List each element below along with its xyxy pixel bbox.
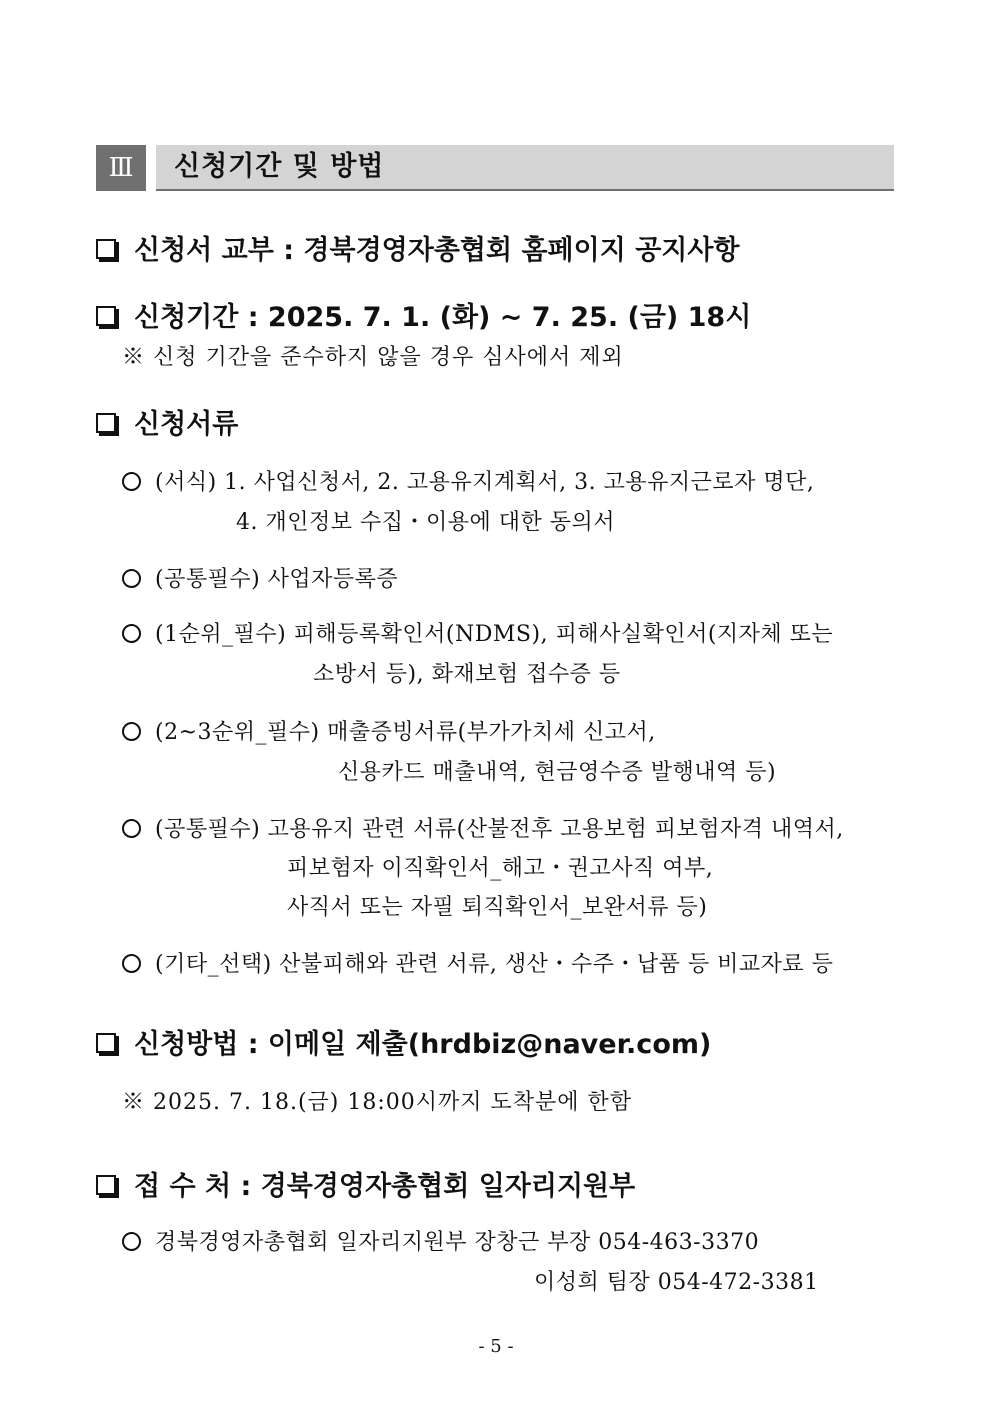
document-item [122,715,656,746]
circle-bullet-icon [122,819,141,838]
document-item [122,812,844,843]
circle-bullet-icon [122,954,141,973]
section-title: 신청기간 및 방법 [174,151,385,182]
checkbox-icon [96,1175,116,1195]
note-period: ※ 신청 기간을 준수하지 않을 경우 심사에서 제외 [122,345,624,370]
circle-bullet-icon [122,1232,141,1251]
document-item-text: (2~3순위_필수) 매출증빙서류(부가가치세 신고서, [155,720,656,745]
document-item [122,465,814,496]
checkbox-icon [96,239,116,259]
document-item-text: (공통필수) 사업자등록증 [155,567,399,592]
page-number: - 5 - [478,1336,514,1357]
circle-bullet-icon [122,624,141,643]
document-item-continuation: 신용카드 매출내역, 현금영수증 발행내역 등) [338,760,777,785]
document-item-continuation: 사직서 또는 자필 퇴직확인서_보완서류 등) [287,895,708,920]
heading-issue [96,228,740,267]
document-item-continuation: 소방서 등), 화재보험 접수증 등 [313,662,621,687]
section-number: Ⅲ [96,145,146,191]
circle-bullet-icon [122,569,141,588]
checkbox-icon [96,413,116,433]
checkbox-icon [96,1033,116,1053]
document-item [122,562,398,593]
heading-reception [96,1164,635,1203]
document-item-text: (공통필수) 고용유지 관련 서류(산불전후 고용보험 피보험자격 내역서, [155,817,844,842]
circle-bullet-icon [122,722,141,741]
heading-method-text: 신청방법 : 이메일 제출(hrdbiz@naver.com) [134,1029,712,1060]
heading-reception-text: 접 수 처 : 경북경영자총협회 일자리지원부 [134,1171,636,1202]
contact-line: 이성희 팀장 054-472-3381 [534,1270,819,1295]
document-item [122,947,833,978]
document-item-text: (서식) 1. 사업신청서, 2. 고용유지계획서, 3. 고용유지근로자 명단, [155,470,815,495]
contact-line: 경북경영자총협회 일자리지원부 장창근 부장 054-463-3370 [155,1230,760,1255]
document-item-text: (기타_선택) 산불피해와 관련 서류, 생산・수주・납품 등 비교자료 등 [155,952,834,977]
section-title-bar [156,145,894,191]
contact-item [122,1225,759,1256]
heading-documents [96,402,238,441]
note-method: ※ 2025. 7. 18.(금) 18:00시까지 도착분에 한함 [122,1090,633,1115]
checkbox-icon [96,306,116,326]
heading-method [96,1022,711,1061]
heading-issue-text: 신청서 교부 : 경북경영자총협회 홈페이지 공지사항 [134,235,740,266]
document-item-continuation: 4. 개인정보 수집・이용에 대한 동의서 [236,510,615,535]
document-item-continuation: 피보험자 이직확인서_해고・권고사직 여부, [287,856,714,881]
document-item-text: (1순위_필수) 피해등록확인서(NDMS), 피해사실확인서(지자체 또는 [155,622,834,647]
heading-documents-text: 신청서류 [134,409,239,440]
heading-period [96,295,751,334]
heading-period-text: 신청기간 : 2025. 7. 1. (화) ~ 7. 25. (금) 18시 [134,302,752,333]
document-item [122,617,833,648]
circle-bullet-icon [122,472,141,491]
